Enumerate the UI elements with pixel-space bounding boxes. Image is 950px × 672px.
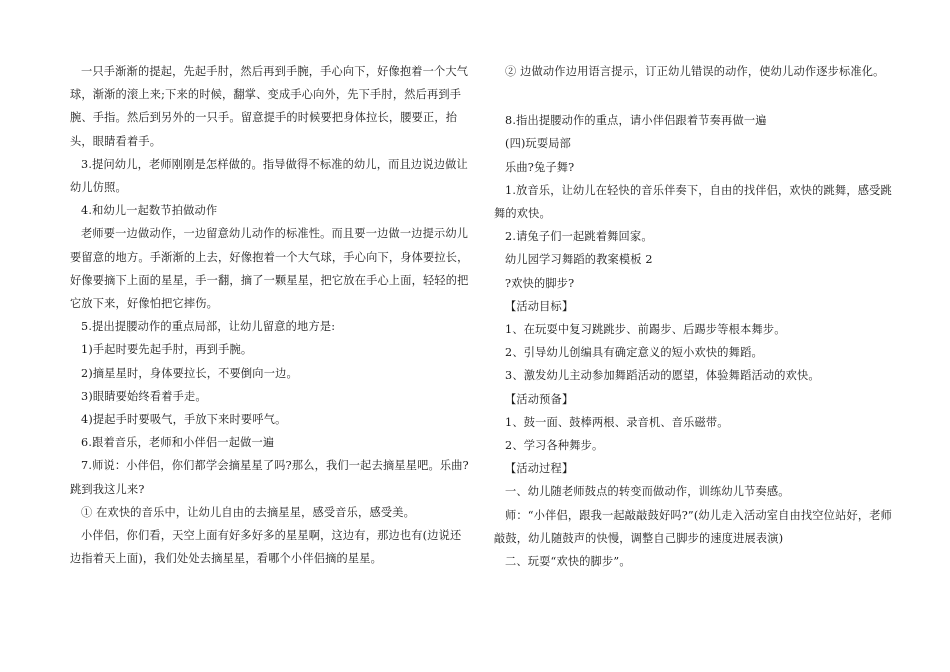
heading: 【活动过程】 [505,462,574,476]
paragraph: 6.跟着音乐，老师和小伴侣一起做一遍 [81,436,275,450]
section-title: 幼儿园学习舞蹈的教案模板 2 [505,253,653,267]
right-column [494,60,894,573]
paragraph: 老师要一边做动作，一边留意幼儿动作的标准性。而且要一边做一边提示幼儿要留意的地方。手渐渐的上去，好像抱着一个大气球，手心向下，身体要拉长，好像要摘下上面的星星，手一翻，摘了一颗星星，把它放在手心上面，轻轻的把它放下来，好像怕把它摔伤。 [70,227,469,311]
paragraph: 一、幼儿随老师鼓点的转变而做动作，训练幼儿节奏感。 [505,485,790,499]
paragraph: 1.放音乐，让幼儿在轻快的音乐伴奏下，自由的找伴侣，欢快的跳舞，感受跳舞的欢快。 [494,183,892,221]
paragraph: 8.指出提腰动作的重点，请小伴侣跟着节奏再做一遍 [505,114,767,128]
paragraph: 二、玩耍“欢快的脚步”。 [505,555,631,569]
paragraph: 1、在玩耍中复习跳跳步、前踢步、后踢步等根本舞步。 [505,323,786,337]
paragraph: 1、鼓一面、鼓棒两根、录音机、音乐磁带。 [505,415,729,429]
paragraph: 一只手渐渐的提起，先起手肘，然后再到手腕，手心向下，好像抱着一个大气球，渐渐的滚上来;下来的时候，翻掌、变成手心向外，先下手肘，然后再到手腕、手指。然后到另外的一只手。留意提手的时候要把身体拉长，腰要正，抬头，眼睛看着手。 [70,65,469,148]
paragraph: 2)摘星星时，身体要拉长，不要倒向一边。 [81,366,298,380]
paragraph: 3)眼睛要始终看着手走。 [81,389,207,403]
paragraph: 师：“小伴侣，跟我一起敲敲鼓好吗?”(幼儿走入活动室自由找空位站好，老师敲鼓，幼儿随鼓声的快慢，调整自己脚步的速度进展表演) [494,508,893,545]
paragraph: 5.提出提腰动作的重点局部，让幼儿留意的地方是: [81,320,336,334]
paragraph: 3、激发幼儿主动参加舞蹈活动的愿望，体验舞蹈活动的欢快。 [505,369,820,383]
paragraph: 3.提问幼儿，老师刚刚是怎样做的。指导做得不标准的幼儿，而且边说边做让幼儿仿照。 [70,157,468,195]
paragraph-gap [494,83,894,109]
paragraph: 4.和幼儿一起数节拍做动作 [81,204,218,218]
paragraph: ① 在欢快的音乐中，让幼儿自由的去摘星星，感受音乐，感受美。 [81,505,415,519]
paragraph: 1)手起时要先起手肘，再到手腕。 [81,343,253,357]
paragraph: 2、学习各种舞步。 [505,439,604,453]
heading: 【活动预备】 [505,392,574,406]
paragraph: 2、引导幼儿创编具有确定意义的短小欢快的舞蹈。 [505,346,763,360]
paragraph: 7.师说：小伴侣，你们都学会摘星星了吗?那么，我们一起去摘星星吧。乐曲?跳到我这儿来? [70,459,469,496]
paragraph: (四)玩耍局部 [505,137,572,151]
paragraph: 乐曲?兔子舞? [505,160,575,174]
paragraph: 4)提起手时要吸气，手放下来时要呼气。 [81,413,287,427]
paragraph: 小伴侣，你们看，天空上面有好多好多的星星啊，这边有，那边也有(边说还边指着天上面)，我们处处去摘星星，看哪个小伴侣摘的星星。 [70,529,462,566]
subtitle: ?欢快的脚步? [505,276,575,290]
paragraph: 2.请兔子们一起跳着舞回家。 [505,230,653,244]
heading: 【活动目标】 [505,299,574,313]
left-column [70,60,470,570]
paragraph: ② 边做动作边用语言提示，订正幼儿错误的动作，使幼儿动作逐步标准化。 [505,65,885,78]
